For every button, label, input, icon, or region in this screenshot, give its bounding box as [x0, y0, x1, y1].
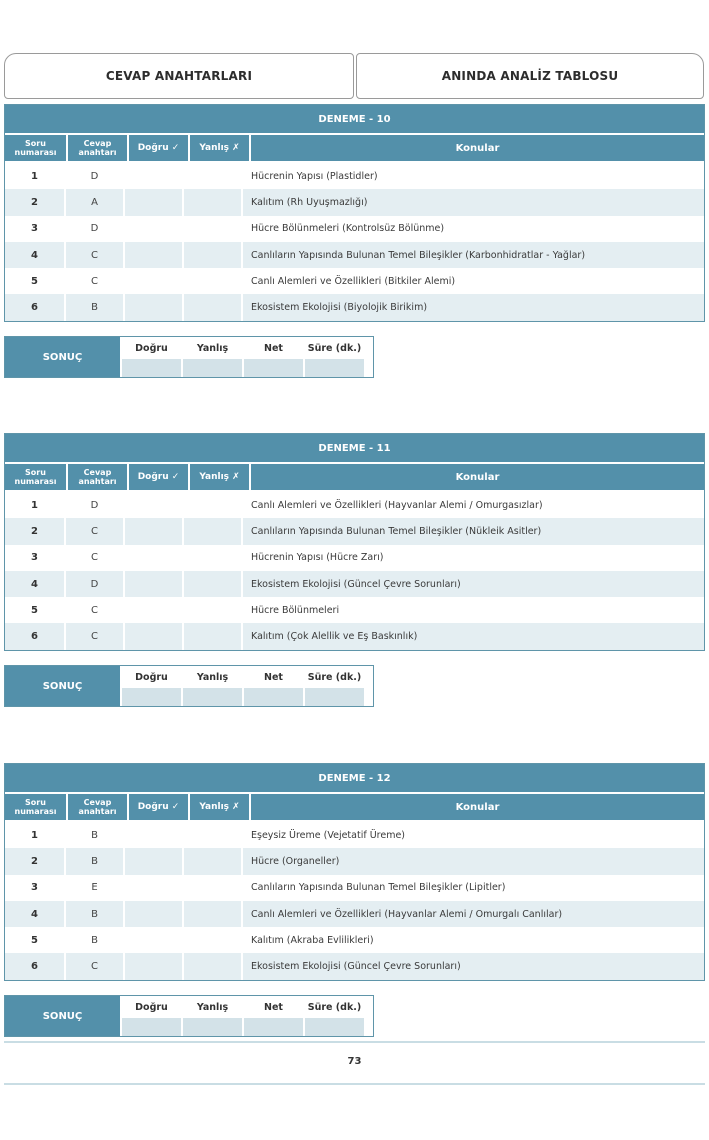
header-soru-numarasi	[5, 135, 66, 161]
table-row	[5, 875, 704, 901]
answer-key: C	[66, 242, 125, 268]
answer-key: C	[66, 518, 125, 544]
yanlis-cell[interactable]	[184, 294, 243, 320]
sonuc-yanlis-input[interactable]	[183, 359, 242, 377]
header-cevap-anahtari	[68, 794, 127, 820]
topic-cell: Ekosistem Ekolojisi (Güncel Çevre Sorunları)	[251, 578, 461, 590]
yanlis-cell[interactable]	[184, 927, 243, 953]
answer-key: B	[66, 848, 125, 874]
header-yanlis: Yanlış ✗	[190, 794, 249, 820]
answer-key: C	[66, 268, 125, 294]
question-number: 3	[5, 545, 66, 571]
footer-divider-bottom	[4, 1083, 705, 1085]
yanlis-cell[interactable]	[184, 268, 243, 294]
table-header	[5, 792, 704, 820]
sonuc-dogru-column	[120, 337, 181, 377]
question-number: 2	[5, 518, 66, 544]
topic-cell: Kalıtım (Akraba Evlilikleri)	[251, 934, 374, 946]
answer-key: D	[66, 216, 125, 242]
answer-key: A	[66, 189, 125, 215]
topic-cell: Canlı Alemleri ve Özellikleri (Hayvanlar Alemi / Omurgalı Canlılar)	[251, 908, 563, 920]
table-row	[5, 623, 704, 649]
sonuc-sure-column	[303, 666, 364, 706]
header-cevap-line1: Cevap	[83, 798, 112, 807]
answer-key: C	[66, 545, 125, 571]
header-yanlis: Yanlış ✗	[190, 464, 249, 490]
sonuc-dogru-column	[120, 996, 181, 1036]
sonuc-sure-column	[303, 337, 364, 377]
tab-cevap-anahtarlari: CEVAP ANAHTARLARI	[4, 53, 354, 99]
dogru-cell[interactable]	[125, 597, 184, 623]
question-number: 3	[5, 216, 66, 242]
table-row	[5, 163, 704, 189]
table-row	[5, 848, 704, 874]
answer-key: C	[66, 623, 125, 649]
sonuc-net-column	[242, 996, 303, 1036]
table-body	[5, 490, 704, 650]
table-row	[5, 216, 704, 242]
yanlis-cell[interactable]	[184, 901, 243, 927]
table-row	[5, 822, 704, 848]
header-tabs	[4, 53, 704, 99]
table-row	[5, 901, 704, 927]
topic-cell: Ekosistem Ekolojisi (Güncel Çevre Sorunları)	[251, 961, 461, 973]
question-number: 4	[5, 571, 66, 597]
dogru-cell[interactable]	[125, 901, 184, 927]
sonuc-label: SONUÇ	[5, 337, 120, 377]
table-body	[5, 161, 704, 321]
question-number: 6	[5, 623, 66, 649]
yanlis-cell[interactable]	[184, 848, 243, 874]
question-number: 2	[5, 848, 66, 874]
topic-cell: Hücre (Organeller)	[251, 855, 340, 867]
header-cevap-line2: anahtarı	[78, 477, 117, 486]
topic-cell: Canlıların Yapısında Bulunan Temel Bileşikler (Lipitler)	[251, 882, 506, 894]
header-konular: Konular	[251, 794, 704, 820]
question-number: 5	[5, 597, 66, 623]
tab-aninda-analiz-tablosu: ANINDA ANALİZ TABLOSU	[356, 53, 704, 99]
table-row	[5, 518, 704, 544]
table-row	[5, 927, 704, 953]
header-dogru: Doğru ✓	[129, 135, 188, 161]
yanlis-cell[interactable]	[184, 953, 243, 979]
table-row	[5, 294, 704, 320]
sonuc-dogru-input[interactable]	[122, 688, 181, 706]
header-soru-line1: Soru	[25, 798, 46, 807]
dogru-cell[interactable]	[125, 571, 184, 597]
answer-key: B	[66, 927, 125, 953]
sonuc-yanlis-input[interactable]	[183, 688, 242, 706]
topic-cell: Kalıtım (Çok Alellik ve Eş Baskınlık)	[251, 631, 418, 643]
sonuc-yanlis-input[interactable]	[183, 1018, 242, 1036]
answer-key: B	[66, 294, 125, 320]
answer-key: D	[66, 571, 125, 597]
sonuc-yanlis-header: Yanlış	[183, 666, 242, 688]
yanlis-cell[interactable]	[184, 216, 243, 242]
sonuc-net-input[interactable]	[244, 1018, 303, 1036]
answer-key: B	[66, 901, 125, 927]
table-row	[5, 189, 704, 215]
sonuc-net-header: Net	[244, 996, 303, 1018]
header-cevap-line2: anahtarı	[78, 807, 117, 816]
page-number: 73	[347, 1056, 362, 1067]
topic-cell: Canlıların Yapısında Bulunan Temel Bileşikler (Karbonhidratlar - Yağlar)	[251, 249, 586, 261]
dogru-cell[interactable]	[125, 189, 184, 215]
header-soru-line1: Soru	[25, 139, 46, 148]
question-number: 4	[5, 242, 66, 268]
header-soru-numarasi	[5, 464, 66, 490]
topic-cell: Eşeysiz Üreme (Vejetatif Üreme)	[251, 829, 405, 841]
dogru-cell[interactable]	[125, 163, 184, 189]
header-konular: Konular	[251, 464, 704, 490]
question-number: 2	[5, 189, 66, 215]
dogru-cell[interactable]	[125, 518, 184, 544]
sonuc-dogru-header: Doğru	[122, 337, 181, 359]
dogru-cell[interactable]	[125, 242, 184, 268]
table-header	[5, 133, 704, 161]
sonuc-yanlis-column	[181, 337, 242, 377]
header-soru-line1: Soru	[25, 468, 46, 477]
topic-cell: Canlı Alemleri ve Özellikleri (Hayvanlar Alemi / Omurgasızlar)	[251, 499, 543, 511]
topic-cell: Hücrenin Yapısı (Plastidler)	[251, 170, 378, 182]
topic-cell: Canlıların Yapısında Bulunan Temel Bileşikler (Nükleik Asitler)	[251, 525, 542, 537]
yanlis-cell[interactable]	[184, 875, 243, 901]
test-title: DENEME - 11	[5, 434, 704, 462]
answer-key: E	[66, 875, 125, 901]
dogru-cell[interactable]	[125, 216, 184, 242]
question-number: 1	[5, 492, 66, 518]
header-soru-line2: numarası	[14, 148, 57, 157]
question-number: 3	[5, 875, 66, 901]
topic-cell: Hücrenin Yapısı (Hücre Zarı)	[251, 552, 384, 564]
sonuc-sure-header: Süre (dk.)	[305, 337, 364, 359]
topic-cell: Hücre Bölünmeleri (Kontrolsüz Bölünme)	[251, 223, 445, 235]
header-soru-numarasi	[5, 794, 66, 820]
dogru-cell[interactable]	[125, 848, 184, 874]
sonuc-net-input[interactable]	[244, 359, 303, 377]
sonuc-box	[4, 665, 374, 707]
yanlis-cell[interactable]	[184, 597, 243, 623]
sonuc-yanlis-column	[181, 996, 242, 1036]
question-number: 4	[5, 901, 66, 927]
yanlis-cell[interactable]	[184, 242, 243, 268]
table-row	[5, 268, 704, 294]
dogru-cell[interactable]	[125, 268, 184, 294]
question-number: 5	[5, 268, 66, 294]
footer-divider-top	[4, 1041, 705, 1043]
header-cevap-anahtari	[68, 464, 127, 490]
answer-key-table	[4, 433, 705, 651]
sonuc-dogru-column	[120, 666, 181, 706]
dogru-cell[interactable]	[125, 492, 184, 518]
table-row	[5, 953, 704, 979]
dogru-cell[interactable]	[125, 623, 184, 649]
dogru-cell[interactable]	[125, 294, 184, 320]
sonuc-label: SONUÇ	[5, 666, 120, 706]
question-number: 1	[5, 163, 66, 189]
sonuc-sure-input[interactable]	[305, 1018, 364, 1036]
dogru-cell[interactable]	[125, 822, 184, 848]
sonuc-box	[4, 336, 374, 378]
sonuc-dogru-input[interactable]	[122, 1018, 181, 1036]
table-row	[5, 492, 704, 518]
header-soru-line2: numarası	[14, 807, 57, 816]
sonuc-net-column	[242, 337, 303, 377]
yanlis-cell[interactable]	[184, 545, 243, 571]
question-number: 6	[5, 953, 66, 979]
sonuc-dogru-input[interactable]	[122, 359, 181, 377]
topic-cell: Canlı Alemleri ve Özellikleri (Bitkiler Alemi)	[251, 275, 456, 287]
answer-key: D	[66, 163, 125, 189]
yanlis-cell[interactable]	[184, 163, 243, 189]
answer-key: C	[66, 597, 125, 623]
dogru-cell[interactable]	[125, 927, 184, 953]
sonuc-yanlis-column	[181, 666, 242, 706]
sonuc-net-header: Net	[244, 337, 303, 359]
sonuc-dogru-header: Doğru	[122, 666, 181, 688]
table-row	[5, 242, 704, 268]
sonuc-sure-input[interactable]	[305, 688, 364, 706]
sonuc-sure-input[interactable]	[305, 359, 364, 377]
sonuc-label: SONUÇ	[5, 996, 120, 1036]
sonuc-sure-header: Süre (dk.)	[305, 666, 364, 688]
answer-key: D	[66, 492, 125, 518]
question-number: 5	[5, 927, 66, 953]
sonuc-net-column	[242, 666, 303, 706]
question-number: 6	[5, 294, 66, 320]
yanlis-cell[interactable]	[184, 492, 243, 518]
header-cevap-line2: anahtarı	[78, 148, 117, 157]
table-body	[5, 820, 704, 980]
header-cevap-anahtari	[68, 135, 127, 161]
header-cevap-line1: Cevap	[83, 139, 112, 148]
dogru-cell[interactable]	[125, 875, 184, 901]
dogru-cell[interactable]	[125, 953, 184, 979]
sonuc-net-input[interactable]	[244, 688, 303, 706]
header-yanlis: Yanlış ✗	[190, 135, 249, 161]
dogru-cell[interactable]	[125, 545, 184, 571]
header-cevap-line1: Cevap	[83, 468, 112, 477]
answer-key: B	[66, 822, 125, 848]
answer-key-table	[4, 104, 705, 322]
sonuc-yanlis-header: Yanlış	[183, 337, 242, 359]
topic-cell: Hücre Bölünmeleri	[251, 604, 340, 616]
answer-key-table	[4, 763, 705, 981]
sonuc-net-header: Net	[244, 666, 303, 688]
sonuc-box	[4, 995, 374, 1037]
test-title: DENEME - 10	[5, 105, 704, 133]
question-number: 1	[5, 822, 66, 848]
table-row	[5, 597, 704, 623]
yanlis-cell[interactable]	[184, 518, 243, 544]
sonuc-sure-column	[303, 996, 364, 1036]
topic-cell: Ekosistem Ekolojisi (Biyolojik Birikim)	[251, 302, 428, 314]
sonuc-dogru-header: Doğru	[122, 996, 181, 1018]
sonuc-sure-header: Süre (dk.)	[305, 996, 364, 1018]
table-row	[5, 545, 704, 571]
yanlis-cell[interactable]	[184, 822, 243, 848]
topic-cell: Kalıtım (Rh Uyuşmazlığı)	[251, 196, 368, 208]
sonuc-yanlis-header: Yanlış	[183, 996, 242, 1018]
header-soru-line2: numarası	[14, 477, 57, 486]
test-title: DENEME - 12	[5, 764, 704, 792]
table-header	[5, 462, 704, 490]
table-row	[5, 571, 704, 597]
header-konular: Konular	[251, 135, 704, 161]
header-dogru: Doğru ✓	[129, 794, 188, 820]
header-dogru: Doğru ✓	[129, 464, 188, 490]
yanlis-cell[interactable]	[184, 571, 243, 597]
answer-key: C	[66, 953, 125, 979]
yanlis-cell[interactable]	[184, 623, 243, 649]
yanlis-cell[interactable]	[184, 189, 243, 215]
